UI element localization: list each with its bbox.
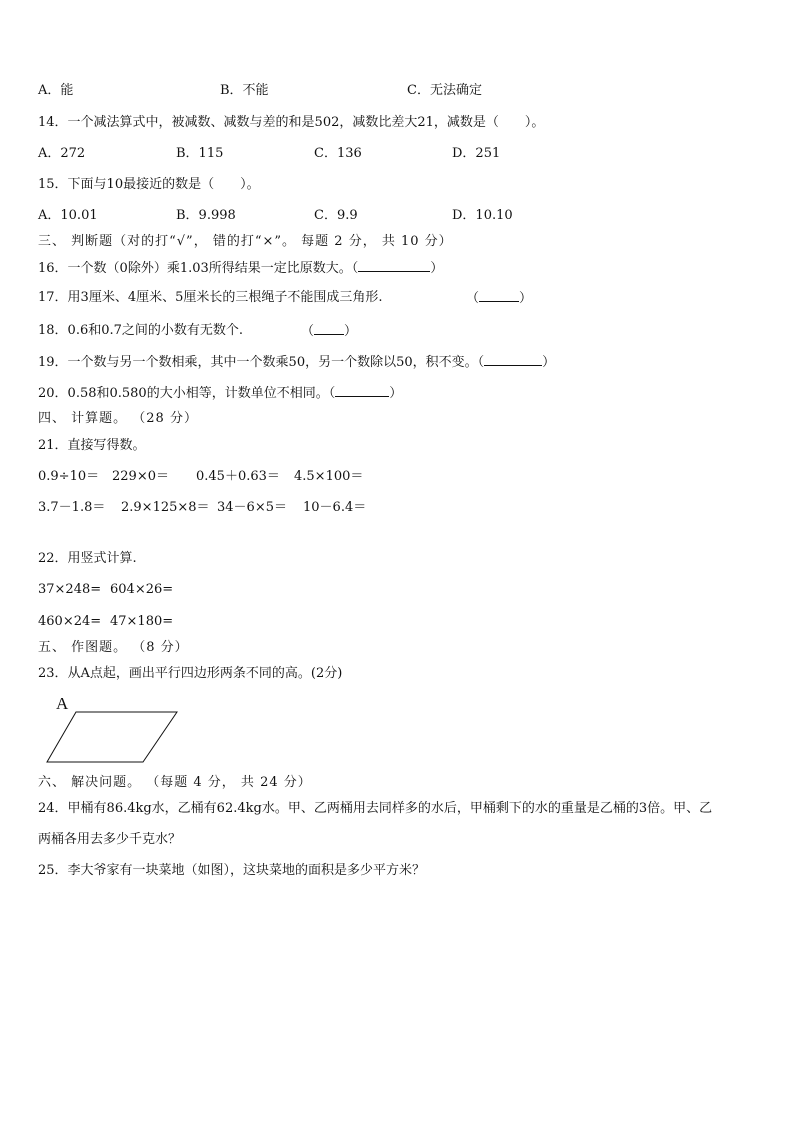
q23-text: 23．从A点起，画出平行四边形两条不同的高。(2分) bbox=[38, 666, 343, 681]
q14-option-a: A．272 bbox=[38, 146, 86, 161]
q16-answer-blank[interactable] bbox=[358, 259, 430, 272]
parallelogram-shape bbox=[47, 712, 177, 762]
q20-close: ） bbox=[389, 386, 403, 401]
q14-option-b: B．115 bbox=[176, 146, 224, 161]
q20-answer-blank[interactable] bbox=[335, 384, 389, 397]
q16-text: 16．一个数（0除外）乘1.03所得结果一定比原数大。（ bbox=[38, 261, 359, 276]
q22-item: 47×180= bbox=[110, 614, 174, 629]
q19-text: 19．一个数与另一个数相乘，其中一个数乘50，另一个数除以50，积不变。（ bbox=[38, 355, 485, 370]
section-5-heading: 五、 作图题。 （8 分） bbox=[38, 640, 189, 655]
q18-answer-blank[interactable] bbox=[314, 322, 344, 335]
q15-option-d: D．10.10 bbox=[452, 208, 513, 223]
q21-item: 0.45＋0.63＝ bbox=[196, 469, 280, 484]
q19-line bbox=[38, 353, 555, 372]
q17-close: ） bbox=[519, 291, 533, 306]
point-a-label: A bbox=[56, 694, 69, 713]
q19-answer-blank[interactable] bbox=[484, 353, 542, 366]
q21-item: 10－6.4＝ bbox=[303, 500, 367, 515]
q24-line-1: 24．甲桶有86.4kg水，乙桶有62.4kg水。甲、乙两桶用去同样多的水后，甲桶剩下的水的重量是乙桶的3倍。甲、乙 bbox=[38, 801, 713, 816]
q21-item: 229×0＝ bbox=[112, 469, 169, 484]
q21-item: 34－6×5＝ bbox=[217, 500, 287, 515]
q21-item: 3.7－1.8＝ bbox=[38, 500, 106, 515]
section-6-heading: 六、 解决问题。 （每题 4 分， 共 24 分） bbox=[38, 775, 312, 790]
q15-option-b: B．9.998 bbox=[176, 208, 236, 223]
q20-text: 20．0.58和0.580的大小相等，计数单位不相同。（ bbox=[38, 386, 336, 401]
q19-close: ） bbox=[542, 355, 556, 370]
q15-option-c: C．9.9 bbox=[314, 208, 358, 223]
section-4-heading: 四、 计算题。 （28 分） bbox=[38, 411, 198, 426]
parallelogram-figure bbox=[40, 690, 190, 770]
q18-text: 18．0.6和0.7之间的小数有无数个. bbox=[38, 323, 244, 338]
section-3-heading: 三、 判断题（对的打“√”， 错的打“×”。 每题 2 分， 共 10 分） bbox=[38, 234, 453, 249]
q21-title: 21．直接写得数。 bbox=[38, 438, 146, 453]
q24-line-2: 两桶各用去多少千克水？ bbox=[38, 832, 182, 847]
q14-option-d: D．251 bbox=[452, 146, 501, 161]
q25-text: 25．李大爷家有一块菜地（如图），这块菜地的面积是多少平方米？ bbox=[38, 863, 426, 878]
q16-close: ） bbox=[430, 261, 444, 276]
q15-text: 15．下面与10最接近的数是（ ）。 bbox=[38, 177, 260, 192]
q22-item: 604×26= bbox=[110, 582, 174, 597]
q18-open: （ bbox=[301, 324, 315, 339]
q22-item: 460×24= bbox=[38, 614, 102, 629]
q22-title: 22．用竖式计算. bbox=[38, 551, 137, 566]
q20-line bbox=[38, 384, 402, 403]
q15-option-a: A．10.01 bbox=[38, 208, 98, 223]
q13-option-c: C．无法确定 bbox=[407, 83, 482, 98]
q17-open: （ bbox=[466, 291, 480, 306]
q18-answer bbox=[301, 322, 357, 341]
q13-option-a: A．能 bbox=[38, 83, 74, 98]
q17-answer bbox=[466, 289, 532, 308]
q14-text: 14．一个减法算式中，被减数、减数与差的和是502，减数比差大21，减数是（ ）。 bbox=[38, 115, 545, 130]
q13-option-b: B．不能 bbox=[220, 83, 269, 98]
q14-option-c: C．136 bbox=[314, 146, 362, 161]
q16-line bbox=[38, 259, 443, 278]
q22-item: 37×248= bbox=[38, 582, 102, 597]
q21-item: 2.9×125×8＝ bbox=[121, 500, 210, 515]
q21-item: 0.9÷10＝ bbox=[38, 469, 100, 484]
q21-item: 4.5×100＝ bbox=[294, 469, 364, 484]
q18-close: ） bbox=[344, 324, 358, 339]
q17-text: 17．用3厘米、4厘米、5厘米长的三根绳子不能围成三角形. bbox=[38, 290, 383, 305]
q17-answer-blank[interactable] bbox=[479, 289, 519, 302]
